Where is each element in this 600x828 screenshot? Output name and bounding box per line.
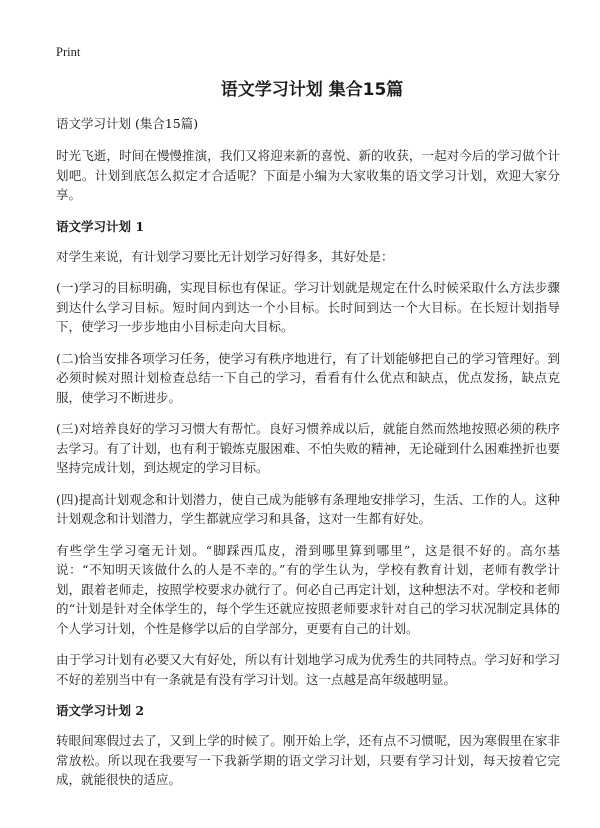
section-1-paragraph: 由于学习计划有必要又大有好处，所以有计划地学习成为优秀生的共同特点。学习好和学习不好的差别当中有一条就是有没有学习计划。这一点越是高年级越明显。 <box>56 652 560 687</box>
section-2-heading: 语文学习计划 2 <box>56 703 145 718</box>
section-1-paragraph: (一)学习的目标明确，实现目标也有保证。学习计划就是规定在什么时候采取什么方法步骤到达什么学习目标。短时间内到达一个小目标。长时间到达一个大目标。在长短计划指导下，使学习一步步地由小目标走向大目标。 <box>56 280 560 334</box>
document-title: 语文学习计划 集合15篇 <box>220 80 404 100</box>
section-1-paragraph: (四)提高计划观念和计划潜力，使自己成为能够有条理地安排学习，生活、工作的人。这种计划观念和计划潜力，学生都就应学习和具备，这对一生都有好处。 <box>56 491 560 526</box>
document-subtitle: 语文学习计划 (集合15篇) <box>56 116 199 131</box>
section-1-paragraph: 对学生来说，有计划学习要比无计划学习好得多，其好处是： <box>56 248 394 264</box>
print-label: Print <box>56 45 81 59</box>
section-2-paragraph: 转眼间寒假过去了，又到上学的时候了。刚开始上学，还有点不习惯呢，因为寒假里在家非常放松。所以现在我要写一下我新学期的语文学习计划，只要有学习计划，每天按着它完成，就能很快的适应。 <box>56 733 560 787</box>
section-1-paragraph: 有些学生学习毫无计划。“脚踩西瓜皮，滑到哪里算到哪里”，这是很不好的。高尔基说：“不知明天该做什么的人是不幸的。”有的学生认为，学校有教育计划，老师有教学计划，跟着老师走，按照学校要求办就行了。何必自己再定计划，这种想法不对。学校和老师的“计划是针对全体学生的，每个学生还就应按照老师要求针对自己的学习状况制定具体的个人学习计划，个性是修学以后的自学部分，更要有自己的计划。 <box>56 542 560 636</box>
section-1-paragraph: (三)对培养良好的学习习惯大有帮忙。良好习惯养成以后，就能自然而然地按照必须的秩序去学习。有了计划，也有利于锻炼克服困难、不怕失败的精神，无论碰到什么困难挫折也要坚持完成计划，到达规定的学习目标。 <box>56 421 560 475</box>
section-1-heading: 语文学习计划 1 <box>56 218 145 234</box>
intro-paragraph: 时光飞逝，时间在慢慢推演，我们又将迎来新的喜悦、新的收获，一起对今后的学习做个计划吧。计划到底怎么拟定才合适呢？下面是小编为大家收集的语文学习计划，欢迎大家分享。 <box>56 148 560 202</box>
section-1-paragraph: (二)恰当安排各项学习任务，使学习有秩序地进行，有了计划能够把自己的学习管理好。到必须时候对照计划检查总结一下自己的学习，看看有什么优点和缺点，优点发扬，缺点克服，使学习不断进步。 <box>56 350 560 405</box>
